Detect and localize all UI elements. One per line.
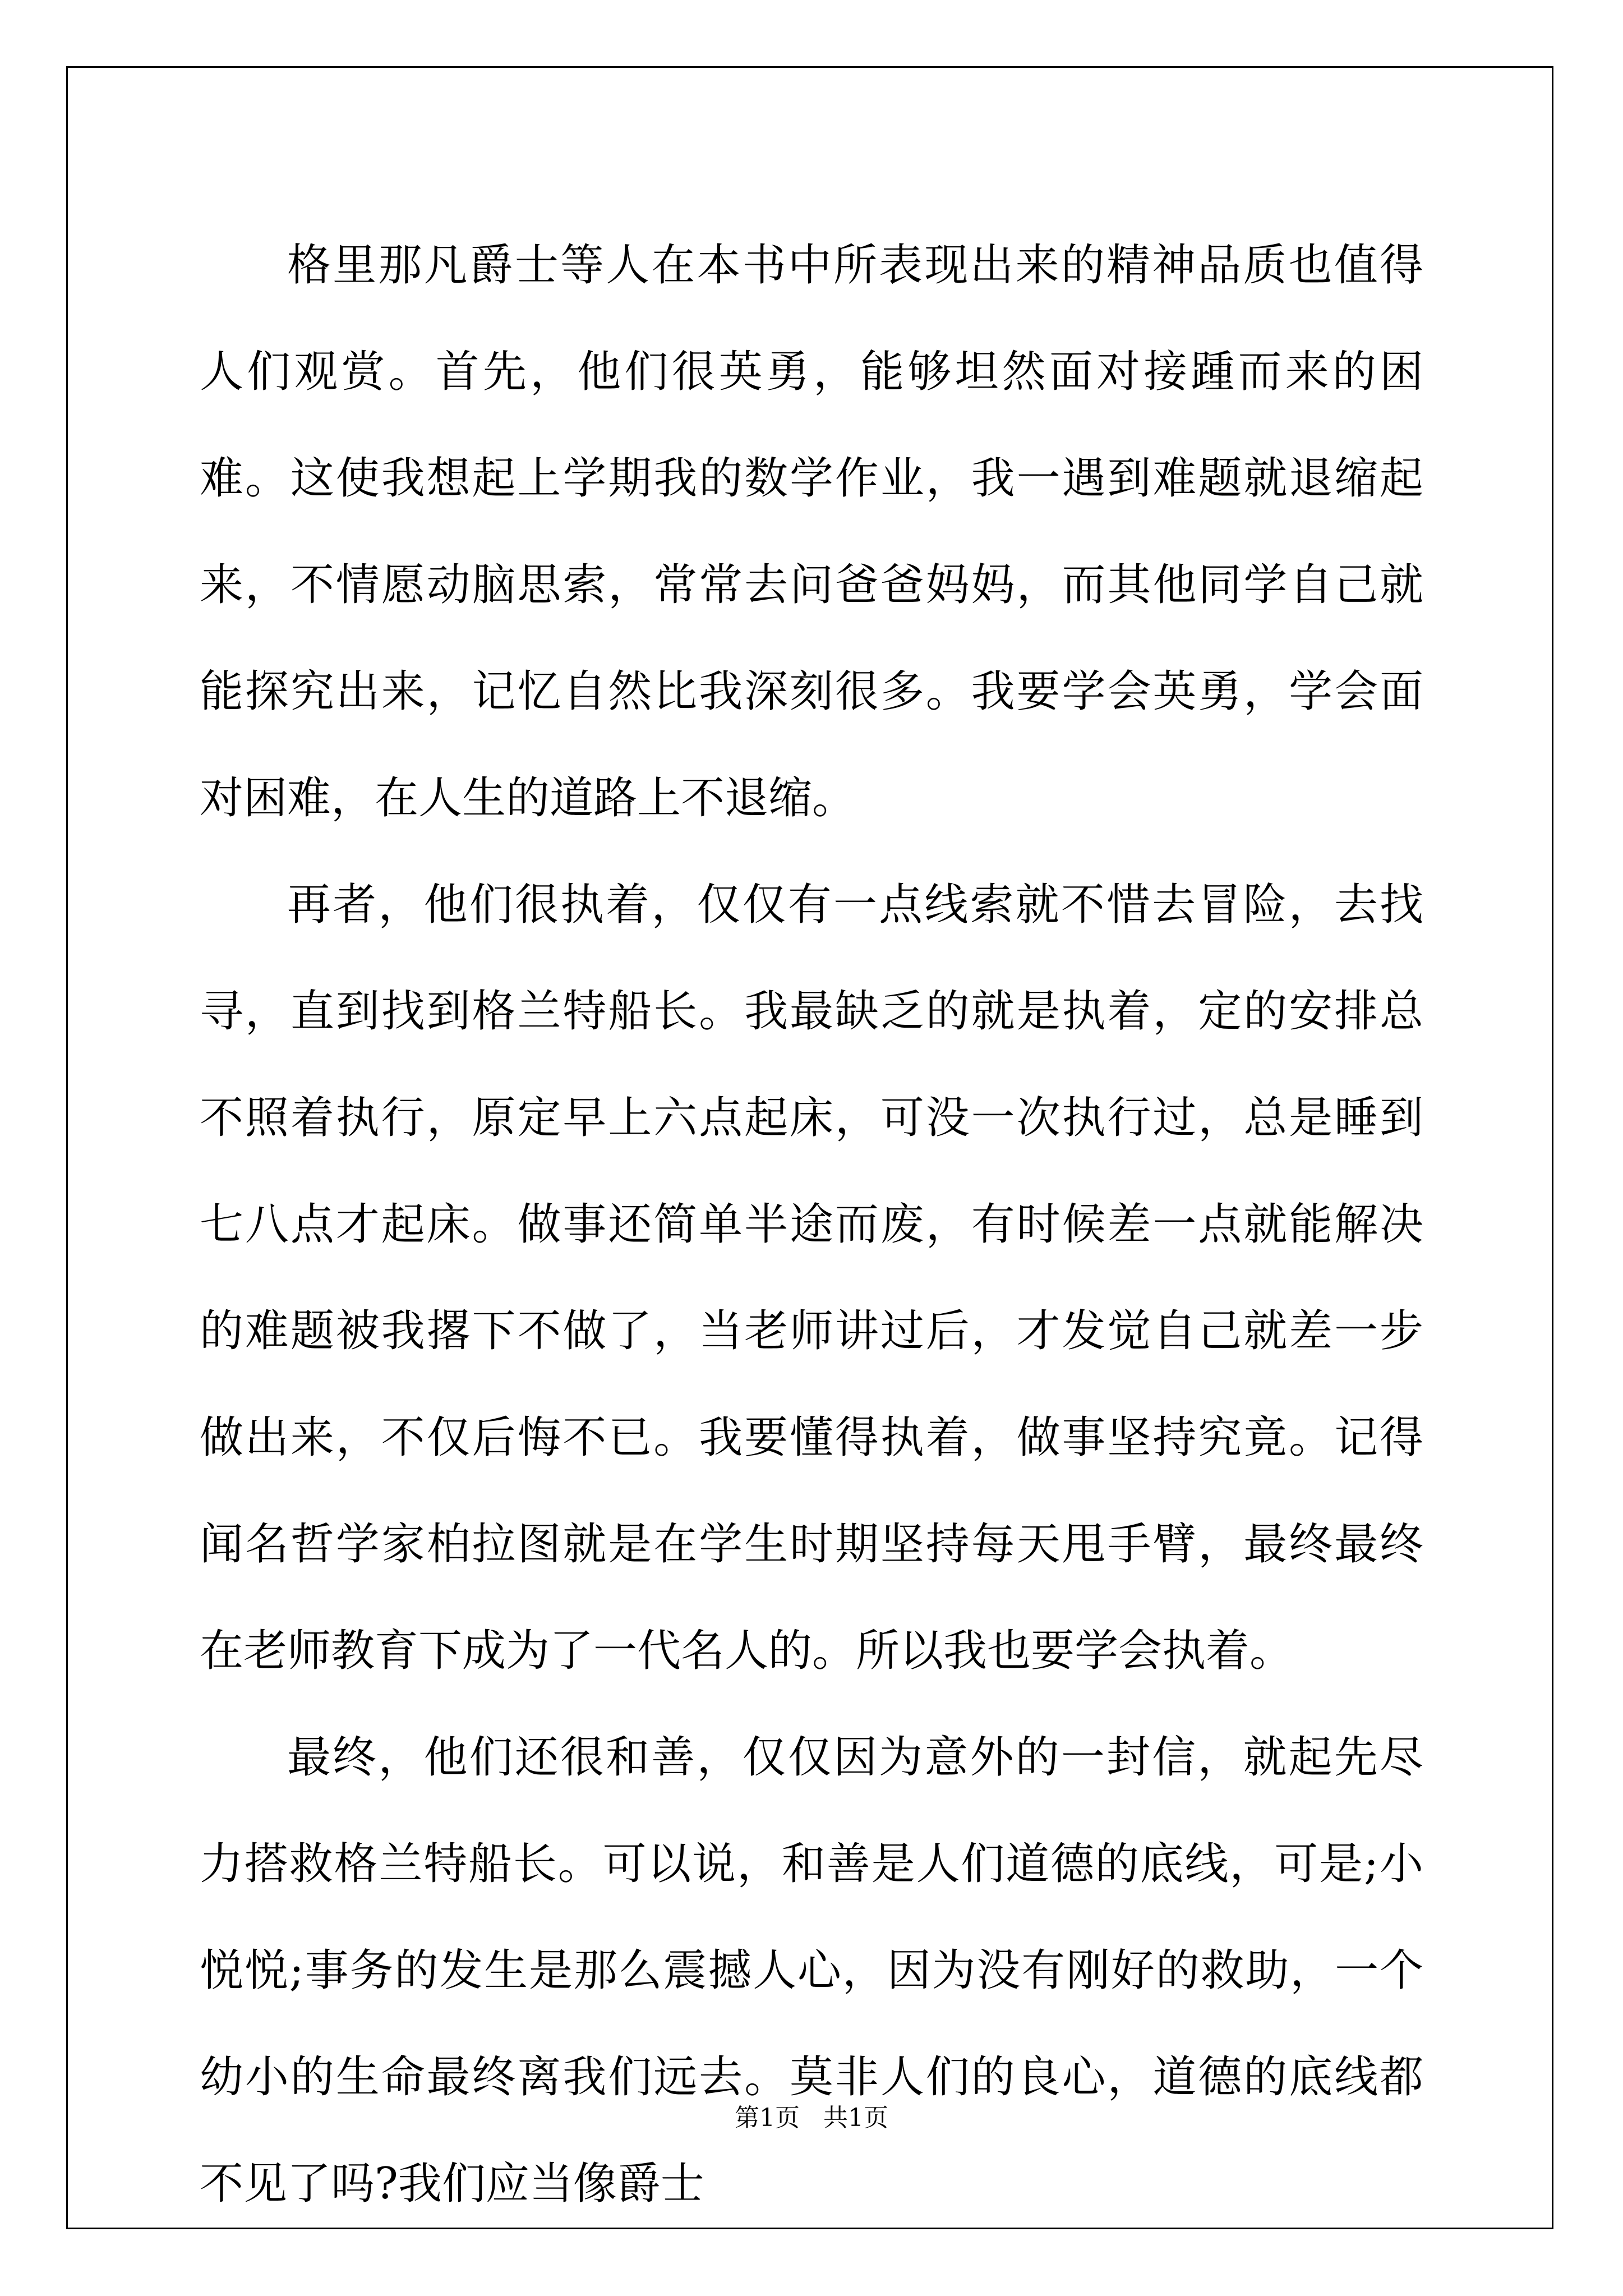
page-footer: 第1页 共1页 [735, 2104, 888, 2132]
paragraph-courage: 格里那凡爵士等人在本书中所表现出来的精神品质也值得人们观赏。首先，他们很英勇，能够坦然面对接踵而来的困难。这使我想起上学期我的数学作业，我一遇到难题就退缩起来，不情愿动脑思索，常常去问爸爸妈妈，而其他同学自己就能探究出来，记忆自然比我深刻很多。我要学会英勇，学会面对困难，在人生的道路上不退缩。 [200, 240, 1423, 823]
paragraph-persistence: 再者，他们很执着，仅仅有一点线索就不惜去冒险，去找寻，直到找到格兰特船长。我最缺乏的就是执着，定的安排总不照着执行，原定早上六点起床，可没一次执行过，总是睡到七八点才起床。做事还简单半途而废，有时候差一点就能解决的难题被我撂下不做了，当老师讲过后，才发觉自己就差一步做出来，不仅后悔不已。我要懂得执着，做事坚持究竟。记得闻名哲学家柏拉图就是在学生时期坚持每天甩手臂，最终最终在老师教育下成为了一代名人的。所以我也要学会执着。 [200, 880, 1423, 1676]
paragraph-kindness: 最终，他们还很和善，仅仅因为意外的一封信，就起先尽力搭救格兰特船长。可以说，和善是人们道德的底线，可是;小悦悦;事务的发生是那么震撼人心，因为没有刚好的救助，一个幼小的生命最终离我们远去。莫非人们的良心，道德的底线都不见了吗?我们应当像爵士 [200, 1732, 1423, 2209]
document-body [200, 212, 1423, 2237]
